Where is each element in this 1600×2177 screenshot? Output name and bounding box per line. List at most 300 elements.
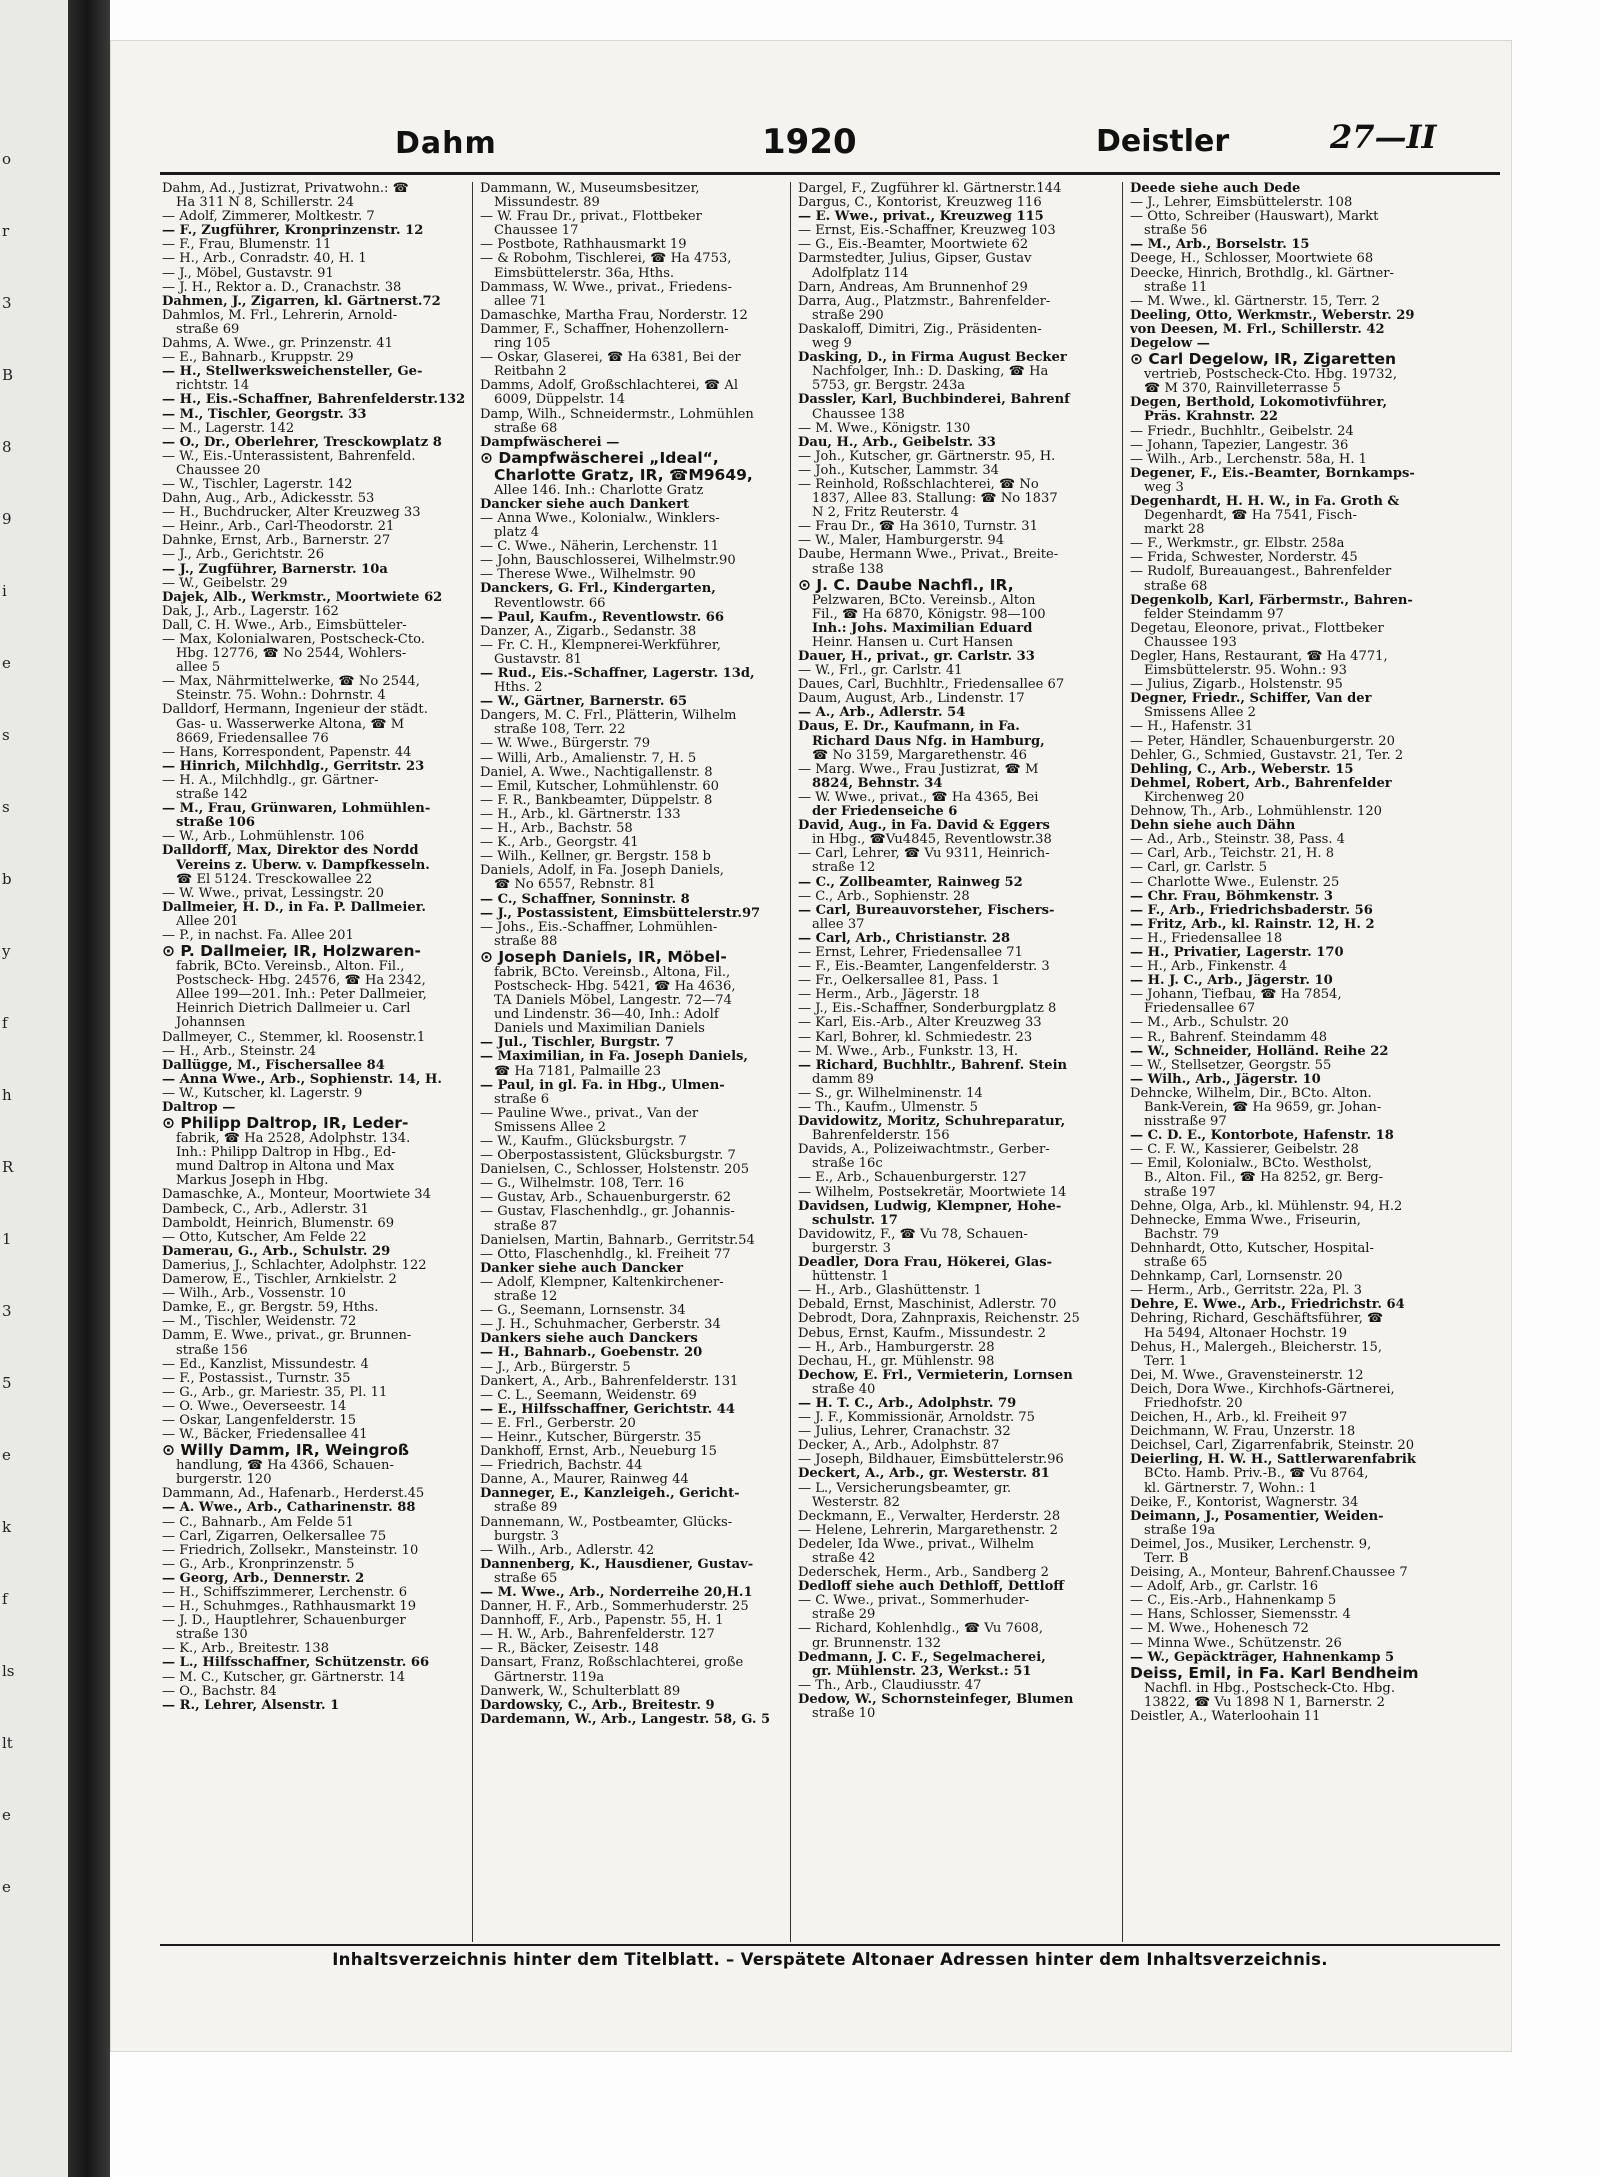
- directory-entry: — J., Zugführer, Barnerstr. 10a: [162, 562, 388, 577]
- directory-entry: — W., Maler, Hamburgerstr. 94: [798, 534, 1005, 549]
- directory-entry: — Oskar, Langenfelderstr. 15: [162, 1413, 357, 1428]
- directory-entry: 13822, ☎ Vu 1898 N 1, Barnerstr. 2: [1144, 1695, 1386, 1710]
- directory-entry: — O., Bachstr. 84: [162, 1684, 277, 1699]
- directory-entry: Dedmann, J. C. F., Segelmacherei,: [798, 1650, 1046, 1665]
- directory-entry: — Heinr., Kutscher, Bürgerstr. 35: [480, 1430, 702, 1445]
- directory-entry: Dangers, M. C. Frl., Plätterin, Wilhelm: [480, 709, 737, 724]
- directory-entry: — H., Arb., Finkenstr. 4: [1130, 960, 1288, 975]
- directory-entry: — M. Wwe., Hohenesch 72: [1130, 1622, 1309, 1637]
- directory-entry: Danker siehe auch Dancker: [480, 1261, 683, 1276]
- header-last-name: Deistler: [1096, 124, 1230, 159]
- directory-entry: Dehnhardt, Otto, Kutscher, Hospital-: [1130, 1241, 1374, 1256]
- directory-entry: — H. A., Milchhdlg., gr. Gärtner-: [162, 773, 379, 788]
- directory-entry: Deckert, A., Arb., gr. Westerstr. 81: [798, 1467, 1050, 1482]
- directory-entry: — Anna Wwe., Arb., Sophienstr. 14, H.: [162, 1072, 442, 1087]
- directory-entry: — Wilh., Arb., Vossenstr. 10: [162, 1287, 346, 1302]
- directory-entry: Dargus, C., Kontorist, Kreuzweg 116: [798, 196, 1042, 211]
- directory-entry: Präs. Krahnstr. 22: [1144, 410, 1278, 425]
- directory-entry: — H., Arb., Conradstr. 40, H. 1: [162, 252, 367, 267]
- directory-entry: — Therese Wwe., Wilhelmstr. 90: [480, 568, 696, 583]
- directory-entry: — Emil, Kutscher, Lohmühlenstr. 60: [480, 779, 719, 794]
- directory-entry: — Otto, Schreiber (Hauswart), Markt: [1130, 210, 1379, 225]
- directory-entry: mund Daltrop in Altona und Max: [176, 1160, 395, 1175]
- directory-entry: — G., Eis.-Beamter, Moortwiete 62: [798, 238, 1029, 253]
- directory-entry: Chaussee 17: [494, 224, 579, 239]
- directory-entry: Gas- u. Wasserwerke Altona, ☎ M: [176, 717, 405, 732]
- directory-entry: — Helene, Lehrerin, Margarethenstr. 2: [798, 1523, 1058, 1538]
- directory-entry: — M., Arb., Schulstr. 20: [1130, 1016, 1289, 1031]
- directory-entry: — Karl, Eis.-Arb., Alter Kreuzweg 33: [798, 1016, 1042, 1031]
- column-divider: [1122, 182, 1123, 1942]
- directory-entry: — Johann, Tapezier, Langestr. 36: [1130, 438, 1349, 453]
- directory-entry: — Postbote, Rathhausmarkt 19: [480, 238, 687, 253]
- directory-entry: ⊙ Philipp Daltrop, IR, Leder-: [162, 1115, 409, 1133]
- directory-entry: allee 37: [812, 917, 865, 932]
- directory-entry: Damaschke, Martha Frau, Norderstr. 12: [480, 308, 748, 323]
- directory-entry: Dall, C. H. Wwe., Arb., Eimsbütteler-: [162, 618, 407, 633]
- directory-entry: Inh.: Philipp Daltrop in Hbg., Ed-: [176, 1146, 396, 1161]
- directory-entry: Deeling, Otto, Werkmstr., Weberstr. 29: [1130, 308, 1415, 323]
- directory-entry: — W., Frl., gr. Carlstr. 41: [798, 664, 963, 679]
- directory-entry: — Oskar, Glaserei, ☎ Ha 6381, Bei der: [480, 351, 741, 366]
- directory-entry: Dasking, D., in Firma August Becker: [798, 351, 1067, 366]
- directory-entry: Richard Daus Nfg. in Hamburg,: [812, 734, 1045, 749]
- directory-entry: — Johann, Tiefbau, ☎ Ha 7854,: [1130, 988, 1342, 1003]
- directory-entry: TA Daniels Möbel, Langestr. 72—74: [494, 994, 732, 1009]
- directory-entry: straße 156: [176, 1343, 248, 1358]
- directory-entry: nisstraße 97: [1144, 1115, 1227, 1130]
- directory-entry: — Carl, Bureauvorsteher, Fischers-: [798, 903, 1055, 918]
- directory-entry: Danielsen, C., Schlosser, Holstenstr. 205: [480, 1163, 750, 1178]
- directory-entry: — Adolf, Zimmerer, Moltkestr. 7: [162, 210, 375, 225]
- directory-entry: 5753, gr. Bergstr. 243a: [812, 379, 966, 394]
- directory-entry: Debrodt, Dora, Zahnpraxis, Reichenstr. 25: [798, 1312, 1080, 1327]
- directory-entry: Daum, August, Arb., Lindenstr. 17: [798, 692, 1025, 707]
- directory-entry: — Paul, Kaufm., Reventlowstr. 66: [480, 610, 724, 625]
- directory-entry: — Johs., Eis.-Schaffner, Lohmühlen-: [480, 920, 718, 935]
- directory-entry: ☎ El 5124. Tresckowallee 22: [176, 872, 373, 887]
- directory-entry: — L., Versicherungsbeamter, gr.: [798, 1481, 1012, 1496]
- directory-entry: — & Robohm, Tischlerei, ☎ Ha 4753,: [480, 252, 732, 267]
- directory-entry: Daniels, Adolf, in Fa. Joseph Daniels,: [480, 864, 724, 879]
- directory-entry: Terr. B: [1144, 1552, 1189, 1566]
- directory-entry: Daltrop —: [162, 1101, 236, 1115]
- directory-entry: — Hinrich, Milchhdlg., Gerritstr. 23: [162, 759, 425, 774]
- previous-page-fragment: e: [2, 1446, 11, 1464]
- directory-entry: Dehne, Olga, Arb., kl. Mühlenstr. 94, H.2: [1130, 1199, 1403, 1214]
- directory-entry: Dehus, H., Malergeh., Bleicherstr. 15,: [1130, 1340, 1382, 1355]
- directory-entry: fabrik, BCto. Vereinsb., Alton. Fil.,: [176, 960, 405, 975]
- directory-entry: — W., Gepäckträger, Hahnenkamp 5: [1130, 1650, 1395, 1665]
- previous-page-fragment: o: [2, 150, 12, 168]
- directory-entry: Deede siehe auch Dede: [1130, 182, 1301, 196]
- directory-entry: — H. T. C., Arb., Adolphstr. 79: [798, 1396, 1017, 1411]
- directory-entry: Danzer, A., Zigarb., Sedanstr. 38: [480, 624, 697, 639]
- directory-entry: straße 130: [176, 1628, 248, 1643]
- directory-entry: — Emil, Kolonialw., BCto. Westholst,: [1130, 1157, 1372, 1172]
- directory-entry: — W., Stellsetzer, Georgstr. 55: [1130, 1058, 1332, 1073]
- directory-entry: — E., Bahnarb., Kruppstr. 29: [162, 351, 354, 366]
- directory-entry: Allee 201: [176, 914, 239, 929]
- directory-entry: — Willi, Arb., Amalienstr. 7, H. 5: [480, 751, 697, 766]
- previous-page-fragment: 1: [2, 1230, 12, 1248]
- directory-entry: 8824, Behnstr. 34: [812, 776, 943, 791]
- directory-entry: Dannemann, W., Postbeamter, Glücks-: [480, 1515, 733, 1530]
- directory-entry: Chaussee 20: [176, 463, 261, 478]
- directory-entry: Danckers, G. Frl., Kindergarten,: [480, 582, 716, 597]
- directory-entry: Dehnow, Th., Arb., Lohmühlenstr. 120: [1130, 805, 1382, 820]
- directory-entry: Pelzwaren, BCto. Vereinsb., Alton: [812, 593, 1036, 608]
- directory-entry: Bachstr. 79: [1144, 1227, 1219, 1242]
- directory-entry: 8669, Friedensallee 76: [176, 731, 329, 746]
- directory-entry: Deistler, A., Waterloohain 11: [1130, 1709, 1321, 1724]
- previous-page-fragment: f: [2, 1590, 8, 1608]
- directory-entry: Gustavstr. 81: [494, 652, 582, 667]
- directory-entry: Dehler, G., Schmied, Gustavstr. 21, Ter. 2: [1130, 748, 1404, 763]
- directory-entry: — J., Lehrer, Eimsbüttelerstr. 108: [1130, 196, 1353, 211]
- directory-entry: — Heinr., Arb., Carl-Theodorstr. 21: [162, 520, 395, 535]
- directory-entry: — J. H., Rektor a. D., Cranachstr. 38: [162, 280, 402, 295]
- directory-entry: — Fr. C. H., Klempnerei-Werkführer,: [480, 638, 721, 653]
- directory-entry: Dehring, Richard, Geschäftsführer, ☎: [1130, 1312, 1384, 1327]
- directory-entry: — K., Arb., Breitestr. 138: [162, 1642, 330, 1657]
- directory-entry: — Carl, Arb., Christianstr. 28: [798, 931, 1011, 946]
- directory-entry: — Reinhold, Roßschlachterei, ☎ No: [798, 477, 1039, 492]
- directory-entry: — H. J. C., Arb., Jägerstr. 10: [1130, 974, 1333, 989]
- directory-entry: — Herm., Arb., Jägerstr. 18: [798, 988, 980, 1003]
- directory-entry: — G., Wilhelmstr. 108, Terr. 16: [480, 1177, 685, 1192]
- directory-entry: Markus Joseph in Hbg.: [176, 1174, 329, 1189]
- directory-entry: Dak, J., Arb., Lagerstr. 162: [162, 604, 339, 619]
- directory-entry: — F., Frau, Blumenstr. 11: [162, 238, 332, 253]
- directory-entry: Daniels und Maximilian Daniels: [494, 1022, 705, 1037]
- directory-entry: — J., Eis.-Schaffner, Sonderburgplatz 8: [798, 1002, 1057, 1017]
- directory-entry: Dajek, Alb., Werkmstr., Moortwiete 62: [162, 590, 443, 605]
- directory-entry: hüttenstr. 1: [812, 1270, 890, 1285]
- directory-entry: Dehre, E. Wwe., Arb., Friedrichstr. 64: [1130, 1298, 1405, 1313]
- directory-entry: — G., Arb., gr. Mariestr. 35, Pl. 11: [162, 1385, 388, 1400]
- directory-entry: — Wilh., Arb., Adlerstr. 42: [480, 1543, 655, 1558]
- directory-entry: fabrik, ☎ Ha 2528, Adolphstr. 134.: [176, 1132, 411, 1147]
- directory-entry: — Charlotte Wwe., Eulenstr. 25: [1130, 875, 1340, 890]
- directory-entry: platz 4: [494, 526, 540, 541]
- directory-entry: Dau, H., Arb., Geibelstr. 33: [798, 435, 996, 450]
- directory-entry: — M. C., Kutscher, gr. Gärtnerstr. 14: [162, 1670, 406, 1685]
- directory-entry: Dardowsky, C., Arb., Breitestr. 9: [480, 1698, 715, 1713]
- directory-entry: — H. W., Arb., Bahrenfelderstr. 127: [480, 1628, 715, 1643]
- directory-entry: Degelow —: [1130, 337, 1210, 352]
- directory-entry: — Frida, Schwester, Norderstr. 45: [1130, 551, 1358, 566]
- directory-entry: — O. Wwe., Oeverseestr. 14: [162, 1399, 347, 1414]
- directory-entry: — P., in nachst. Fa. Allee 201: [162, 928, 354, 943]
- directory-entry: Degner, Friedr., Schiffer, Van der: [1130, 692, 1372, 707]
- directory-entry: vertrieb, Postscheck-Cto. Hbg. 19732,: [1144, 368, 1397, 383]
- directory-entry: Damboldt, Heinrich, Blumenstr. 69: [162, 1216, 395, 1231]
- directory-entry: Bahrenfelderstr. 156: [812, 1129, 950, 1144]
- directory-entry: — M., Tischler, Georgstr. 33: [162, 407, 367, 422]
- directory-entry: — C., Arb., Sophienstr. 28: [798, 889, 970, 904]
- directory-entry: — Gustav, Flaschenhdlg., gr. Johannis-: [480, 1205, 735, 1220]
- directory-entry: straße 65: [1144, 1256, 1208, 1271]
- column-3: [798, 182, 1108, 1721]
- column-divider: [472, 182, 473, 1942]
- directory-entry: — H., Privatier, Lagerstr. 170: [1130, 945, 1344, 960]
- directory-entry: — F. R., Bankbeamter, Düppelstr. 8: [480, 793, 713, 808]
- directory-entry: ⊙ P. Dallmeier, IR, Holzwaren-: [162, 943, 421, 961]
- directory-entry: Daskaloff, Dimitri, Zig., Präsidenten-: [798, 322, 1042, 337]
- directory-entry: Dansart, Franz, Roßschlachterei, große: [480, 1656, 744, 1671]
- directory-entry: Eimsbüttelerstr. 95. Wohn.: 93: [1144, 664, 1347, 679]
- directory-entry: Dammann, Ad., Hafenarb., Herderst.45: [162, 1487, 425, 1502]
- previous-page-fragment: i: [2, 582, 7, 600]
- directory-entry: — J., Möbel, Gustavstr. 91: [162, 266, 334, 281]
- directory-entry: — W., Schneider, Holländ. Reihe 22: [1130, 1044, 1389, 1059]
- directory-entry: Steinstr. 75. Wohn.: Dohrnstr. 4: [176, 689, 386, 704]
- directory-entry: — W. Wwe., Bürgerstr. 79: [480, 737, 651, 752]
- directory-entry: — R., Lehrer, Alsenstr. 1: [162, 1698, 340, 1713]
- directory-entry: ☎ No 6557, Rebnstr. 81: [494, 878, 656, 893]
- directory-entry: — G., Arb., Kronprinzenstr. 5: [162, 1557, 355, 1572]
- directory-entry: Dedeler, Ida Wwe., privat., Wilhelm: [798, 1537, 1035, 1552]
- directory-entry: Deising, A., Monteur, Bahrenf.Chaussee 7: [1130, 1566, 1408, 1581]
- directory-entry: — O., Dr., Oberlehrer, Tresckowplatz 8: [162, 435, 442, 450]
- directory-entry: Allee 199—201. Inh.: Peter Dallmeier,: [176, 988, 427, 1003]
- directory-entry: — J. H., Schuhmacher, Gerberstr. 34: [480, 1318, 721, 1333]
- directory-entry: — E. Wwe., privat., Kreuzweg 115: [798, 210, 1044, 225]
- directory-entry: ☎ M 370, Rainvilleterrasse 5: [1144, 382, 1341, 397]
- directory-entry: — Max, Nährmittelwerke, ☎ No 2544,: [162, 675, 420, 690]
- directory-entry: — M. Wwe., kl. Gärtnerstr. 15, Terr. 2: [1130, 294, 1380, 309]
- directory-entry: — C. D. E., Kontorbote, Hafenstr. 18: [1130, 1129, 1394, 1144]
- directory-entry: — Friedrich, Zollsekr., Mansteinstr. 10: [162, 1543, 419, 1558]
- directory-entry: straße 69: [176, 322, 240, 337]
- directory-entry: — W., Geibelstr. 29: [162, 576, 288, 591]
- directory-entry: — Friedrich, Bachstr. 44: [480, 1459, 643, 1474]
- directory-entry: — Rudolf, Bureauangest., Bahrenfelder: [1130, 565, 1392, 580]
- directory-entry: Smissens Allee 2: [1144, 706, 1256, 721]
- directory-entry: — A., Arb., Adlerstr. 54: [798, 706, 966, 721]
- directory-entry: — Rud., Eis.-Schaffner, Lagerstr. 13d,: [480, 667, 755, 681]
- previous-page-fragment: y: [2, 942, 11, 960]
- directory-entry: gr. Brunnenstr. 132: [812, 1636, 942, 1651]
- directory-entry: straße 89: [494, 1501, 558, 1516]
- directory-entry: Damm, E. Wwe., privat., gr. Brunnen-: [162, 1329, 412, 1344]
- directory-entry: weg 3: [1144, 480, 1184, 495]
- directory-entry: Dardemann, W., Arb., Langestr. 58, G. 5: [480, 1712, 771, 1727]
- directory-entry: — R., Bäcker, Zeisestr. 148: [480, 1642, 659, 1657]
- directory-entry: ⊙ Willy Damm, IR, Weingroß: [162, 1442, 410, 1460]
- directory-entry: Dallmeyer, C., Stemmer, kl. Roosenstr.1: [162, 1030, 426, 1045]
- directory-entry: Darra, Aug., Platzmstr., Bahrenfelder-: [798, 294, 1051, 309]
- directory-entry: Missundestr. 89: [494, 196, 600, 211]
- previous-page-fragment: k: [2, 1518, 12, 1536]
- directory-entry: — E., Arb., Schauenburgerstr. 127: [798, 1171, 1027, 1186]
- directory-entry: — J., Arb., Gerichtstr. 26: [162, 548, 325, 563]
- directory-entry: — Adolf, Klempner, Kaltenkirchener-: [480, 1275, 724, 1290]
- directory-entry: ⊙ Joseph Daniels, IR, Möbel-: [480, 948, 727, 966]
- directory-entry: 1837, Allee 83. Stallung: ☎ No 1837: [812, 492, 1058, 507]
- directory-entry: Deichsel, Carl, Zigarrenfabrik, Steinstr. 20: [1130, 1439, 1415, 1454]
- directory-entry: markt 28: [1144, 523, 1205, 538]
- directory-entry: — Wilhelm, Postsekretär, Moortwiete 14: [798, 1185, 1067, 1200]
- directory-entry: — H., Arb., kl. Gärtnerstr. 133: [480, 807, 681, 822]
- directory-entry: Deichen, H., Arb., kl. Freiheit 97: [1130, 1411, 1348, 1426]
- directory-entry: Daus, E. Dr., Kaufmann, in Fa.: [798, 720, 1020, 735]
- directory-entry: — John, Bauschlosserei, Wilhelmstr.90: [480, 554, 736, 569]
- directory-entry: — Fritz, Arb., kl. Rainstr. 12, H. 2: [1130, 917, 1375, 932]
- directory-entry: straße 12: [494, 1290, 558, 1305]
- directory-entry: Dankers siehe auch Danckers: [480, 1332, 698, 1347]
- directory-entry: Dampfwäscherei —: [480, 435, 620, 450]
- directory-entry: straße 290: [812, 308, 884, 323]
- directory-entry: — Adolf, Arb., gr. Carlstr. 16: [1130, 1580, 1319, 1595]
- directory-entry: Dehn siehe auch Dähn: [1130, 819, 1296, 834]
- directory-entry: Gärtnerstr. 119a: [494, 1670, 605, 1685]
- directory-entry: — Joh., Kutscher, Lammstr. 34: [798, 463, 999, 478]
- directory-entry: der Friedenseiche 6: [812, 805, 958, 820]
- directory-entry: Eimsbüttelerstr. 36a, Hths.: [494, 266, 675, 281]
- directory-entry: — W., Gärtner, Barnerstr. 65: [480, 695, 688, 710]
- directory-entry: — Frau Dr., ☎ Ha 3610, Turnstr. 31: [798, 520, 1038, 535]
- directory-entry: Charlotte Gratz, IR, ☎M9649,: [494, 466, 753, 484]
- directory-entry: — C., Eis.-Arb., Hahnenkamp 5: [1130, 1594, 1337, 1609]
- book-gutter: [68, 0, 110, 2177]
- directory-entry: Dambeck, C., Arb., Adlerstr. 31: [162, 1202, 369, 1217]
- directory-entry: Deichmann, W. Frau, Unzerstr. 18: [1130, 1425, 1356, 1440]
- directory-entry: — W., Kutscher, kl. Lagerstr. 9: [162, 1086, 363, 1101]
- directory-entry: burgerstr. 120: [176, 1473, 272, 1488]
- directory-entry: Dahmen, J., Zigarren, kl. Gärtnerst.72: [162, 294, 441, 309]
- directory-entry: Dehncke, Wilhelm, Dir., BCto. Alton.: [1130, 1086, 1372, 1101]
- directory-entry: Adolfplatz 114: [812, 266, 909, 281]
- directory-entry: — Jul., Tischler, Burgstr. 7: [480, 1036, 674, 1051]
- directory-entry: — C. L., Seemann, Weidenstr. 69: [480, 1388, 697, 1403]
- directory-entry: straße 19a: [1144, 1523, 1216, 1538]
- directory-entry: Danneger, E., Kanzleigeh., Gericht-: [480, 1487, 740, 1502]
- previous-page-fragment: f: [2, 1014, 8, 1032]
- directory-entry: weg 9: [812, 337, 852, 352]
- directory-entry: straße 6: [494, 1092, 550, 1107]
- directory-entry: — Herm., Arb., Gerritstr. 22a, Pl. 3: [1130, 1284, 1362, 1299]
- directory-entry: Deckmann, E., Verwalter, Herderstr. 28: [798, 1509, 1061, 1524]
- directory-entry: straße 68: [494, 421, 558, 436]
- previous-page-edge: [0, 0, 68, 2177]
- directory-entry: — Carl, Zigarren, Oelkersallee 75: [162, 1529, 387, 1544]
- directory-entry: — Ernst, Eis.-Schaffner, Kreuzweg 103: [798, 224, 1056, 239]
- directory-entry: Vereins z. Überw. v. Dampfkesseln.: [176, 858, 430, 873]
- directory-entry: Dehmel, Robert, Arb., Bahrenfelder: [1130, 776, 1392, 791]
- directory-entry: — C., Zollbeamter, Rainweg 52: [798, 875, 1023, 890]
- previous-page-fragment: h: [2, 1086, 12, 1104]
- directory-entry: — Wilh., Arb., Jägerstr. 10: [1130, 1072, 1321, 1087]
- directory-entry: — J., Postassistent, Eimsbüttelerstr.97: [480, 906, 761, 921]
- directory-entry: — H., Arb., Steinstr. 24: [162, 1044, 317, 1059]
- column-1: [162, 182, 472, 1713]
- directory-entry: — W. Wwe., privat., ☎ Ha 4365, Bei: [798, 790, 1039, 805]
- directory-entry: Degener, F., Eis.-Beamter, Bornkamps-: [1130, 466, 1415, 481]
- directory-entry: — Joh., Kutscher, gr. Gärtnerstr. 95, H.: [798, 449, 1056, 464]
- directory-entry: — Julius, Lehrer, Cranachstr. 32: [798, 1425, 1011, 1440]
- directory-entry: Dedloff siehe auch Dethloff, Dettloff: [798, 1580, 1065, 1595]
- directory-entry: straße 108, Terr. 22: [494, 723, 626, 738]
- directory-entry: — J. F., Kommissionär, Arnoldstr. 75: [798, 1411, 1035, 1426]
- directory-entry: Damms, Adolf, Großschlachterei, ☎ Al: [480, 379, 739, 394]
- previous-page-fragment: e: [2, 1878, 11, 1896]
- directory-entry: — H., Arb., Glashüttenstr. 1: [798, 1284, 982, 1299]
- directory-entry: — H., Schuhmges., Rathhausmarkt 19: [162, 1600, 417, 1615]
- directory-entry: Davidsen, Ludwig, Klempner, Hohe-: [798, 1199, 1062, 1214]
- directory-entry: — H., Schiffszimmerer, Lerchenstr. 6: [162, 1586, 408, 1600]
- directory-entry: Dahm, Ad., Justizrat, Privatwohn.: ☎: [162, 182, 409, 196]
- directory-entry: Reitbahn 2: [494, 365, 567, 380]
- column-divider: [790, 182, 791, 1942]
- directory-entry: — Paul, in gl. Fa. in Hbg., Ulmen-: [480, 1078, 725, 1093]
- directory-entry: Dehling, C., Arb., Weberstr. 15: [1130, 762, 1354, 777]
- directory-entry: — Joseph, Bildhauer, Eimsbüttelerstr.96: [798, 1453, 1064, 1468]
- directory-entry: Danielsen, Martin, Bahnarb., Gerritstr.54: [480, 1233, 755, 1248]
- directory-entry: N 2, Fritz Reuterstr. 4: [812, 506, 959, 521]
- directory-entry: Degenkolb, Karl, Färbermstr., Bahren-: [1130, 593, 1413, 608]
- directory-entry: — Marg. Wwe., Frau Justizrat, ☎ M: [798, 762, 1039, 777]
- directory-entry: — Ad., Arb., Steinstr. 38, Pass. 4: [1130, 833, 1345, 848]
- directory-entry: Dallmeier, H. D., in Fa. P. Dallmeier.: [162, 900, 426, 915]
- previous-page-fragment: b: [2, 870, 12, 888]
- directory-entry: Damerau, G., Arb., Schulstr. 29: [162, 1244, 391, 1259]
- directory-entry: Davids, A., Polizeiwachtmstr., Gerber-: [798, 1143, 1050, 1158]
- directory-entry: Dancker siehe auch Dankert: [480, 497, 690, 512]
- directory-entry: straße 106: [176, 816, 255, 831]
- previous-page-fragment: e: [2, 654, 11, 672]
- directory-entry: Dedow, W., Schornsteinfeger, Blumen: [798, 1692, 1074, 1707]
- directory-entry: — H., Bahnarb., Goebenstr. 20: [480, 1346, 703, 1361]
- directory-entry: Debald, Ernst, Maschinist, Adlerstr. 70: [798, 1298, 1057, 1313]
- directory-entry: — Karl, Bohrer, kl. Schmiedestr. 23: [798, 1030, 1033, 1045]
- directory-entry: fabrik, BCto. Vereinsb., Altona, Fil.,: [494, 965, 731, 980]
- directory-entry: — C. Wwe., privat., Sommerhuder-: [798, 1594, 1030, 1609]
- directory-entry: Deike, F., Kontorist, Wagnerstr. 34: [1130, 1495, 1359, 1510]
- directory-entry: — Pauline Wwe., privat., Van der: [480, 1106, 699, 1121]
- directory-entry: Ha 5494, Altonaer Hochstr. 19: [1144, 1326, 1348, 1341]
- directory-entry: — Wilh., Arb., Lerchenstr. 58a, H. 1: [1130, 452, 1368, 467]
- directory-entry: Deich, Dora Wwe., Kirchhofs-Gärtnerei,: [1130, 1382, 1395, 1397]
- directory-entry: Friedhofstr. 20: [1144, 1396, 1243, 1411]
- directory-entry: allee 5: [176, 661, 221, 676]
- directory-entry: — Carl, Lehrer, ☎ Vu 9311, Heinrich-: [798, 847, 1050, 862]
- directory-entry: Davidowitz, F., ☎ Vu 78, Schauen-: [798, 1227, 1028, 1242]
- directory-entry: — H., Arb., Hamburgerstr. 28: [798, 1340, 995, 1355]
- directory-entry: damm 89: [812, 1072, 874, 1087]
- directory-entry: — Oberpostassistent, Glücksburgstr. 7: [480, 1149, 736, 1164]
- directory-entry: — Otto, Flaschenhdlg., kl. Freiheit 77: [480, 1247, 731, 1262]
- directory-entry: — H., Stellwerksweichensteller, Ge-: [162, 365, 423, 380]
- directory-entry: Decker, A., Arb., Adolphstr. 87: [798, 1439, 1000, 1454]
- directory-entry: Dahn, Aug., Arb., Adickesstr. 53: [162, 492, 375, 507]
- directory-entry: Heinrich Dietrich Dallmeier u. Carl: [176, 1002, 411, 1017]
- directory-entry: — M. Wwe., Arb., Funkstr. 13, H.: [798, 1044, 1019, 1059]
- directory-entry: — Hans, Korrespondent, Papenstr. 44: [162, 745, 412, 760]
- directory-entry: Ha 311 N 8, Schillerstr. 24: [176, 196, 354, 211]
- directory-entry: Danne, A., Maurer, Rainweg 44: [480, 1473, 689, 1488]
- previous-page-fragment: 3: [2, 1302, 12, 1320]
- directory-entry: Damke, E., gr. Bergstr. 59, Hths.: [162, 1301, 379, 1316]
- directory-entry: Damaschke, A., Monteur, Moortwiete 34: [162, 1188, 431, 1203]
- directory-entry: straße 65: [494, 1571, 558, 1586]
- directory-entry: Dahmlos, M. Frl., Lehrerin, Arnold-: [162, 308, 398, 323]
- previous-page-fragment: s: [2, 798, 10, 816]
- directory-entry: Damerius, J., Schlachter, Adolphstr. 122: [162, 1258, 427, 1273]
- directory-entry: ☎ Ha 7181, Palmaille 23: [494, 1064, 662, 1079]
- directory-entry: Dammann, W., Museumsbesitzer,: [480, 182, 700, 196]
